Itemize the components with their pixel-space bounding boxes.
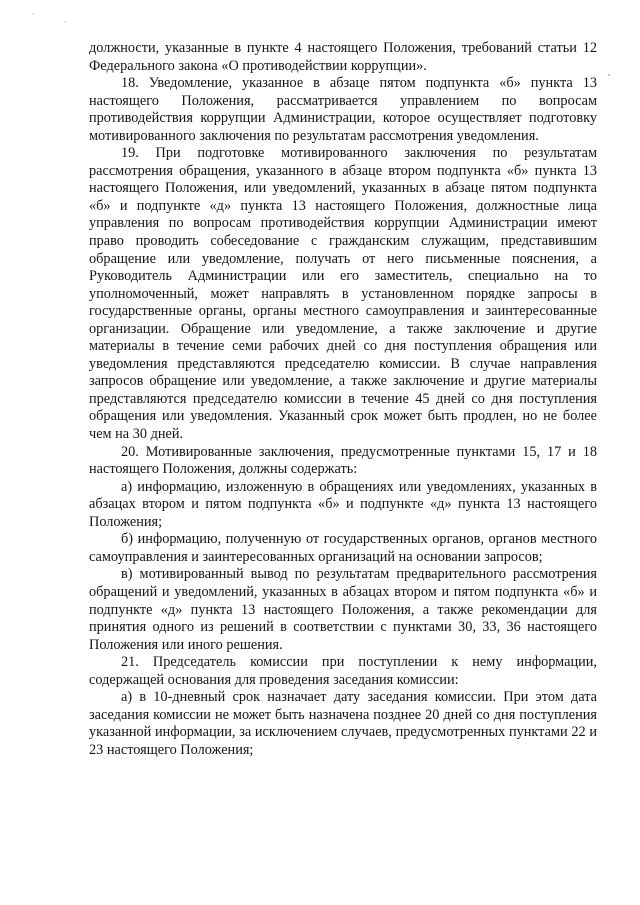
paragraph-21-a: а) в 10-дневный срок назначает дату заседания комиссии. При этом дата заседания комиссии не может быть назначена позднее 20 дней со дня поступления указанной информации, за исключением случаев, предусмотренных пунктами 22 и 23 настоящего Положения; xyxy=(89,689,597,758)
paragraph-20-c: в) мотивированный вывод по результатам предварительного рассмотрения обращений и уведомлений, указанных в абзацах втором и пятом подпункта «б» и подпункте «д» пункта 13 настоящего Положения, а также рекомендации для принятия одного из решений в соответствии с пунктами 30, 33, 36 настоящего Положения или иного решения. xyxy=(89,566,597,653)
document-body xyxy=(89,40,597,759)
scan-mark-mid: ' xyxy=(64,20,66,28)
paragraph-20-a: а) информацию, изложенную в обращениях или уведомлениях, указанных в абзацах втором и пятом подпункта «б» и подпункте «д» пункта 13 настоящего Положения; xyxy=(89,478,597,530)
scan-mark-left: ' xyxy=(32,12,34,20)
paragraph-19: 19. При подготовке мотивированного заключения по результатам рассмотрения обращения, указанного в абзаце втором подпункта «б» пункта 13 настоящего Положения, или уведомлений, указанных в абзаце пятом подпункта «б» и подпункте «д» пункта 13 настоящего Положения, должностные лица управления по вопросам противодействия коррупции Администрации имеют право проводить собеседование с гражданским служащим, представившим обращение или уведомление, получать от него письменные пояснения, а Руководитель Администрации или его заместитель, специально на то уполномоченный, может направлять в установленном порядке запросы в государственные органы, органы местного самоуправления и заинтересованные организации. Обращение или уведомление, а также заключение и другие материалы в течение семи рабочих дней со дня поступления обращения или уведомления представляются председателю комиссии. В случае направления запросов обращение или уведомление, а также заключение и другие материалы представляются председателю комиссии в течение 45 дней со дня поступления обращения или уведомления. Указанный срок может быть продлен, но не более чем на 30 дней. xyxy=(89,145,597,443)
paragraph-continuation: должности, указанные в пункте 4 настоящего Положения, требований статьи 12 Федерального закона «О противодействии коррупции». xyxy=(89,40,597,74)
scan-dot xyxy=(608,74,610,76)
paragraph-18: 18. Уведомление, указанное в абзаце пятом подпункта «б» пункта 13 настоящего Положения, рассматривается управлением по вопросам противодействия коррупции Администрации, которое осуществляет подготовку мотивированного заключения по результатам рассмотрения уведомления. xyxy=(89,75,597,144)
paragraph-20-b: б) информацию, полученную от государственных органов, органов местного самоуправления и заинтересованных организаций на основании запросов; xyxy=(89,531,597,565)
paragraph-20: 20. Мотивированные заключения, предусмотренные пунктами 15, 17 и 18 настоящего Положения, должны содержать: xyxy=(89,443,597,478)
paragraph-21: 21. Председатель комиссии при поступлении к нему информации, содержащей основания для проведения заседания комиссии: xyxy=(89,654,597,688)
